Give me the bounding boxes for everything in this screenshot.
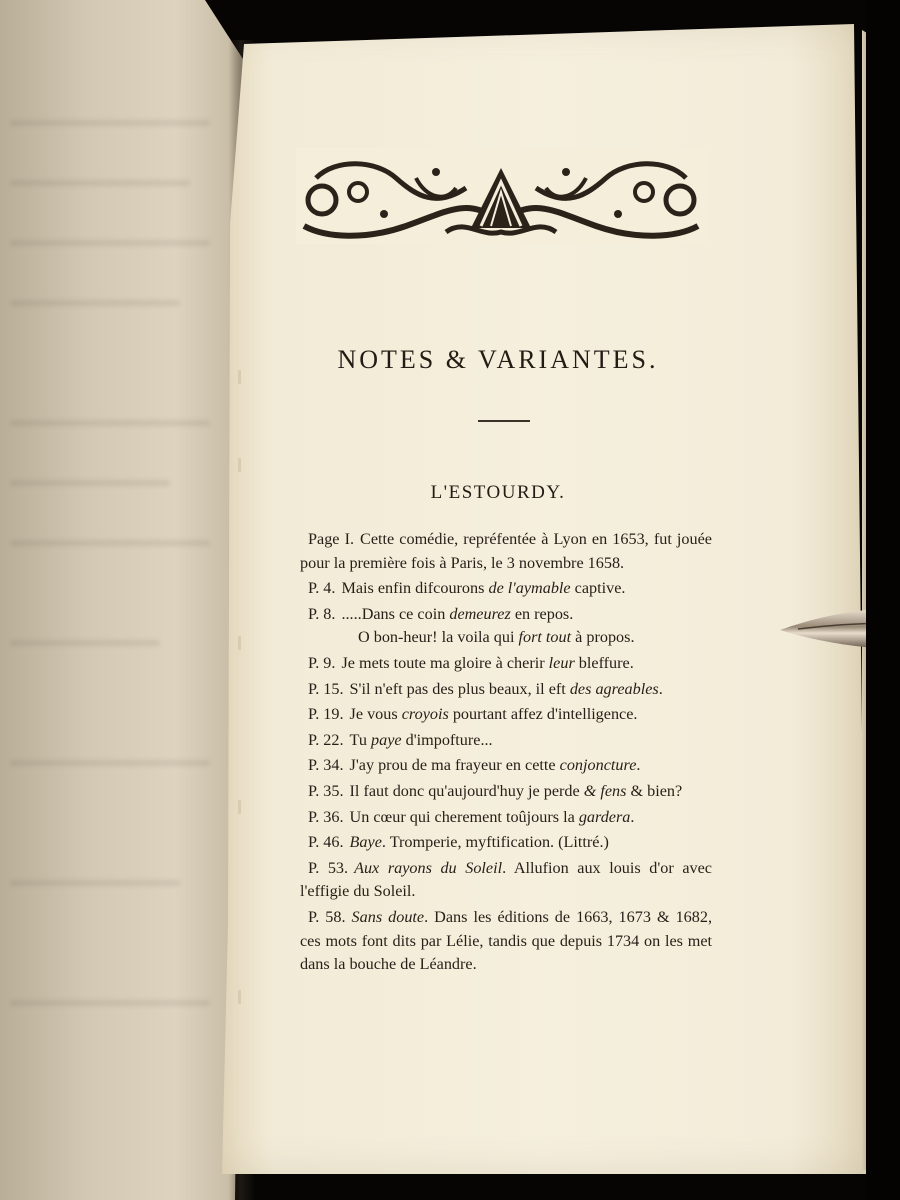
binding-stitch bbox=[238, 458, 241, 472]
note-text: Tu bbox=[349, 730, 372, 749]
note-text: & bien? bbox=[626, 781, 683, 800]
note-entry bbox=[300, 678, 712, 702]
note-text: à propos. bbox=[571, 628, 635, 647]
note-text: J'ay prou de ma frayeur en cette bbox=[349, 756, 560, 775]
note-text: Je mets toute ma gloire à cherir bbox=[341, 653, 549, 672]
note-text: en repos. bbox=[510, 604, 574, 623]
note-entry bbox=[300, 729, 712, 753]
note-page-ref: P. 22. bbox=[308, 730, 344, 749]
note-text: . Allufion aux louis d'or avec l'effigie du Soleil. bbox=[300, 858, 712, 901]
note-italic-text: de l'aymable bbox=[488, 579, 571, 598]
note-italic-text: paye bbox=[371, 730, 402, 749]
note-entry bbox=[300, 806, 712, 830]
bleed-through-line bbox=[10, 240, 210, 246]
note-page-ref: P. 36. bbox=[308, 807, 344, 826]
note-entry bbox=[300, 754, 712, 778]
note-entry bbox=[300, 603, 712, 650]
note-text: . bbox=[630, 807, 635, 826]
headpiece-ornament bbox=[296, 148, 706, 244]
note-text: O bon-heur! la voila qui bbox=[358, 628, 519, 647]
note-text: captive. bbox=[570, 579, 626, 598]
note-entry bbox=[300, 577, 712, 601]
note-text: pourtant affez d'intelligence. bbox=[448, 705, 638, 724]
note-page-ref: P. 8. bbox=[308, 604, 336, 623]
left-page bbox=[0, 0, 250, 1200]
bleed-through-line bbox=[10, 540, 210, 546]
binding-stitch bbox=[238, 636, 241, 650]
note-page-ref: P. 4. bbox=[308, 579, 336, 598]
note-italic-text: conjoncture bbox=[559, 756, 637, 775]
note-text: d'impofture... bbox=[401, 730, 493, 749]
note-entry bbox=[300, 780, 712, 804]
note-page-ref: P. 34. bbox=[308, 756, 344, 775]
note-page-ref: P. 9. bbox=[308, 653, 336, 672]
note-entry bbox=[300, 831, 712, 855]
bleed-through-line bbox=[10, 760, 210, 766]
note-page-ref: P. 46. bbox=[308, 833, 344, 852]
note-page-ref: Page I. bbox=[308, 530, 355, 548]
note-page-ref: P. 35. bbox=[308, 781, 344, 800]
binding-stitch bbox=[238, 370, 241, 384]
note-italic-text: demeurez bbox=[449, 604, 511, 623]
note-italic-text: gardera bbox=[578, 807, 631, 826]
play-title: L'ESTOURDY. bbox=[430, 482, 566, 503]
note-text: S'il n'eft pas des plus beaux, il eft bbox=[349, 679, 570, 698]
note-entry bbox=[300, 906, 712, 977]
note-italic-text: fort tout bbox=[518, 628, 572, 647]
note-entry bbox=[300, 703, 712, 727]
note-text: bleffure. bbox=[574, 653, 634, 672]
note-continuation bbox=[300, 626, 712, 650]
note-italic-text: croyois bbox=[401, 705, 449, 724]
note-text: Mais enfin difcourons bbox=[341, 579, 489, 598]
note-italic-text: leur bbox=[548, 653, 575, 672]
note-text: Je vous bbox=[349, 705, 402, 724]
background-shadow bbox=[866, 0, 900, 1200]
binding-stitch bbox=[238, 800, 241, 814]
note-text: Cette comédie, repréfentée à Lyon en 1653, fut jouée pour la première fois à Paris, le 3 novembre 1658. bbox=[300, 530, 712, 572]
note-page-ref: P. 15. bbox=[308, 679, 344, 698]
note-page-ref: P. 53. bbox=[308, 858, 349, 877]
note-italic-text: Baye bbox=[349, 833, 382, 852]
bleed-through-line bbox=[10, 880, 180, 886]
note-italic-text: des agreables bbox=[569, 679, 659, 698]
note-entry bbox=[300, 652, 712, 676]
bleed-through-line bbox=[10, 420, 210, 426]
note-text: .....Dans ce coin bbox=[341, 604, 450, 623]
note-text: . Dans les éditions de 1663, 1673 & 1682, ces mots font dits par Lélie, tandis que depuis 1734 on les met dans la bouche de Léandre. bbox=[300, 907, 712, 974]
note-text: . bbox=[658, 679, 663, 698]
bleed-through-line bbox=[10, 640, 160, 646]
note-text: Il faut donc qu'aujourd'huy je perde bbox=[349, 781, 584, 800]
note-entry bbox=[300, 857, 712, 904]
bleed-through-line bbox=[10, 180, 190, 186]
title-rule bbox=[478, 420, 530, 422]
note-page-ref: P. 19. bbox=[308, 705, 344, 724]
note-page-ref: P. 58. bbox=[308, 907, 346, 926]
bleed-through-line bbox=[10, 480, 170, 486]
binding-stitch bbox=[238, 990, 241, 1004]
note-italic-text: Aux rayons du Soleil bbox=[354, 858, 503, 877]
bleed-through-line bbox=[10, 300, 180, 306]
note-text: Un cœur qui cherement toûjours la bbox=[349, 807, 579, 826]
note-text: . bbox=[636, 756, 641, 775]
bleed-through-line bbox=[10, 1000, 210, 1006]
note-entry bbox=[300, 528, 712, 575]
bleed-through-line bbox=[10, 120, 210, 126]
note-italic-text: Sans doute bbox=[351, 907, 425, 926]
page-title: NOTES & VARIANTES. bbox=[337, 345, 659, 374]
note-italic-text: & fens bbox=[583, 781, 627, 800]
notes-list bbox=[300, 528, 712, 979]
note-text: . Tromperie, myftification. (Littré.) bbox=[381, 833, 609, 852]
